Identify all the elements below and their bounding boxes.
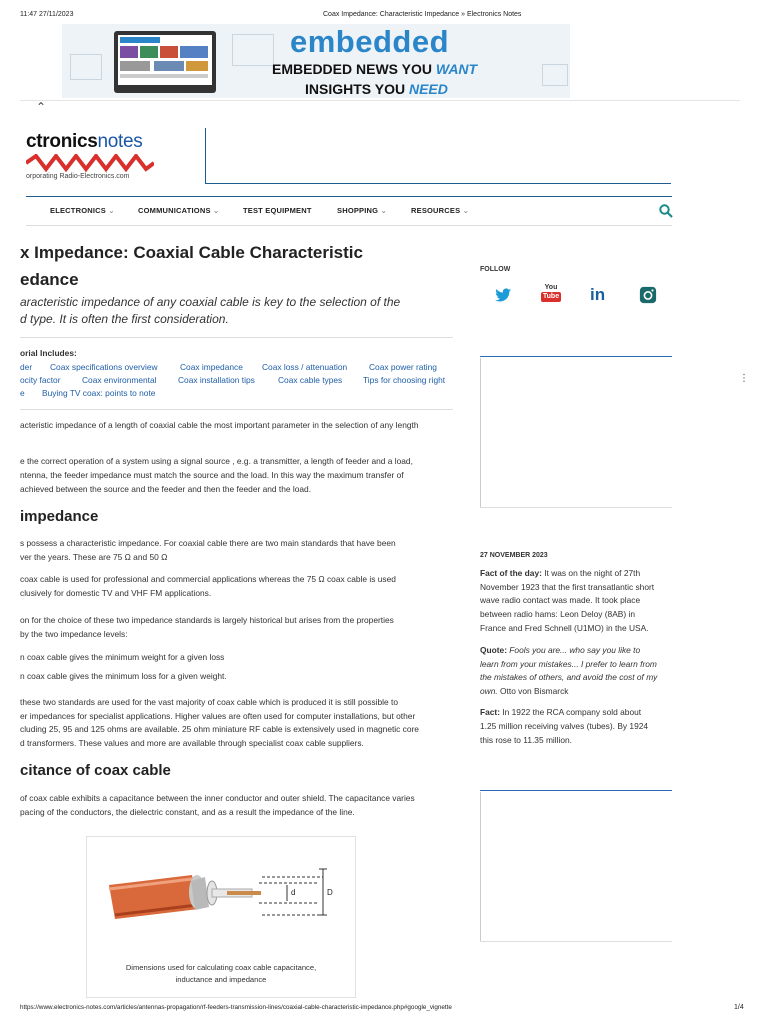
- fact2-line: 1.25 million receiving valves (tubes). By 1924: [480, 721, 649, 731]
- figure-caption: Dimensions used for calculating coax cable capacitance,: [125, 963, 317, 972]
- youtube-icon[interactable]: You Tube: [542, 284, 560, 300]
- chevron-down-icon: ⌄: [108, 206, 115, 215]
- paragraph-line: ntenna, the feeder impedance must match the source and the load. In this way the maximum transfer of: [20, 470, 404, 480]
- page-number: 1/4: [734, 1004, 744, 1011]
- banner-line1: EMBEDDED NEWS YOU WANT: [272, 61, 478, 77]
- label-inner-diameter: d: [291, 888, 296, 897]
- linkedin-icon[interactable]: in: [590, 285, 606, 304]
- paragraph-line: achieved between the source and the feeder and then the feeder and the load.: [20, 484, 312, 494]
- sidebar-rule: [480, 941, 672, 942]
- tutorial-link[interactable]: e: [20, 388, 25, 398]
- tutorial-label: orial Includes:: [20, 348, 77, 358]
- paragraph-line: e the correct operation of a system using a signal source , e.g. a transmitter, a length of feeder and a load,: [20, 456, 413, 466]
- tutorial-link[interactable]: Buying TV coax: points to note: [42, 388, 156, 398]
- tutorial-link[interactable]: Coax environmental: [82, 375, 157, 385]
- coax-cable-diagram: [87, 837, 355, 963]
- tutorial-link[interactable]: Coax cable types: [278, 375, 343, 385]
- paragraph-line: er impedances for specialist applications. Higher values are often used for computer installations, but other: [20, 711, 416, 721]
- divider: [20, 337, 453, 338]
- sidebar-ad-slot: [480, 358, 481, 508]
- bullet-item: n coax cable gives the minimum loss for a given weight.: [20, 671, 227, 681]
- follow-label: FOLLOW: [480, 266, 511, 273]
- nav-communications[interactable]: COMMUNICATIONS ⌄: [138, 206, 220, 215]
- quote-line: the mistakes of others, and avoid the cost of my: [480, 672, 658, 682]
- circuit-decoration: [232, 34, 274, 66]
- header-rule: [205, 183, 671, 184]
- main-nav: [26, 196, 672, 226]
- nav-electronics[interactable]: ELECTRONICS ⌄: [50, 206, 115, 215]
- embedded-banner-ad[interactable]: [62, 24, 570, 98]
- tutorial-link[interactable]: der: [20, 362, 33, 372]
- date-heading: 27 NOVEMBER 2023: [480, 552, 548, 559]
- logo-wave-icon: [26, 154, 154, 172]
- quote-line: Quote: Fools you are... who say you like to: [480, 645, 641, 655]
- circuit-decoration: [542, 64, 568, 86]
- search-icon[interactable]: [659, 204, 673, 218]
- chevron-down-icon: ⌄: [462, 206, 470, 215]
- section-heading-impedance: impedance: [20, 508, 99, 525]
- fact-line: November 1923 that the first transatlantic short: [480, 582, 655, 592]
- coax-figure: [86, 836, 356, 998]
- print-title: Coax Impedance: Characteristic Impedance » Electronics Notes: [323, 11, 522, 18]
- footer-url: https://www.electronics-notes.com/articles/antennas-propagation/rf-feeders-transmission-lines/coaxial-cable-characteristic-impedance.php#google_vignette: [20, 1004, 452, 1011]
- tutorial-link[interactable]: ocity factor: [20, 375, 61, 385]
- collapse-chevron-icon[interactable]: ⌃: [36, 100, 47, 114]
- fact-line: between radio hams: Leon Deloy (8AB) in: [480, 609, 636, 619]
- paragraph-line: d transformers. These values and more are available through specialist coax cable suppliers.: [20, 738, 364, 748]
- fact2-line: Fact: In 1922 the RCA company sold about: [480, 707, 642, 717]
- page-subtitle: aracteristic impedance of any coaxial cable is key to the selection of the: [20, 295, 401, 309]
- section-heading-capacitance: citance of coax cable: [20, 762, 171, 779]
- twitter-icon[interactable]: [494, 286, 512, 304]
- divider: [20, 409, 453, 410]
- more-icon[interactable]: ⋮: [739, 373, 749, 384]
- fact-line: wave radio contact was made. It took place: [480, 595, 641, 605]
- label-outer-diameter: D: [327, 888, 333, 897]
- sidebar-ad-slot: [480, 792, 481, 942]
- site-logo[interactable]: ctronicsnotes: [26, 131, 143, 152]
- print-datetime: 11:47 27/11/2023: [20, 11, 74, 18]
- laptop-image: [114, 31, 216, 93]
- tutorial-link[interactable]: Coax loss / attenuation: [262, 362, 348, 372]
- header-divider: [205, 128, 206, 184]
- tutorial-link[interactable]: Coax specifications overview: [50, 362, 158, 372]
- bullet-item: n coax cable gives the minimum weight for a given loss: [20, 652, 225, 662]
- sidebar-rule: [480, 507, 672, 508]
- chevron-down-icon: ⌄: [380, 206, 387, 215]
- banner-brand: embedded: [290, 24, 450, 59]
- circuit-decoration: [70, 54, 102, 80]
- paragraph-line: of coax cable exhibits a capacitance between the inner conductor and outer shield. The capacitance varies: [20, 793, 415, 803]
- banner-divider: [20, 100, 740, 101]
- nav-shopping[interactable]: SHOPPING ⌄: [337, 206, 387, 215]
- figure-caption-line2: inductance and impedance: [175, 975, 267, 984]
- paragraph-line: these two standards are used for the vast majority of coax cable which is produced it is still possible to: [20, 697, 398, 707]
- paragraph-line: by the two impedance levels:: [20, 629, 128, 639]
- quote-line: own. Otto von Bismarck: [480, 686, 569, 696]
- fact2-line: this rose to 11.35 million.: [480, 735, 573, 745]
- page-title-line2: edance: [20, 270, 79, 289]
- tutorial-link[interactable]: Coax installation tips: [178, 375, 255, 385]
- tutorial-link[interactable]: Tips for choosing right: [363, 375, 446, 385]
- page-subtitle-line2: d type. It is often the first consideration.: [20, 312, 229, 326]
- paragraph-line: coax cable is used for professional and commercial applications whereas the 75 Ω coax cable is used: [20, 574, 396, 584]
- paragraph-line: on for the choice of these two impedance standards is largely historical but arises from the properties: [20, 615, 394, 625]
- logo-subtitle: orporating Radio-Electronics.com: [26, 173, 130, 180]
- quote-line: learn from your mistakes... I prefer to learn from: [480, 659, 657, 669]
- sidebar-rule: [480, 356, 672, 357]
- paragraph-line: clusively for domestic TV and VHF FM applications.: [20, 588, 212, 598]
- intro-paragraph: acteristic impedance of a length of coaxial cable the most important parameter in the selection of any length: [20, 420, 419, 430]
- instagram-icon[interactable]: [639, 286, 657, 304]
- sidebar-rule: [480, 790, 672, 791]
- nav-resources[interactable]: RESOURCES ⌄: [411, 206, 470, 215]
- paragraph-line: s possess a characteristic impedance. For coaxial cable there are two main standards that have been: [20, 538, 396, 548]
- chevron-down-icon: ⌄: [212, 206, 220, 215]
- page-title: x Impedance: Coaxial Cable Characteristic: [20, 243, 363, 262]
- nav-test-equipment[interactable]: TEST EQUIPMENT: [243, 206, 312, 215]
- fact-line: Fact of the day: It was on the night of 27th: [480, 568, 641, 578]
- tutorial-link[interactable]: Coax impedance: [180, 362, 243, 372]
- paragraph-line: pacing of the conductors, the dielectric constant, and as a result the impedance of the line.: [20, 807, 355, 817]
- fact-line: France and Fred Schnell (U1MO) in the USA.: [480, 623, 649, 633]
- paragraph-line: cluding 25, 95 and 125 ohms are available. 25 ohm miniature RF cable is extensively used in magnetic core: [20, 724, 419, 734]
- paragraph-line: ver the years. These are 75 Ω and 50 Ω: [20, 552, 168, 562]
- banner-line2: INSIGHTS YOU NEED: [305, 81, 448, 97]
- tutorial-link[interactable]: Coax power rating: [369, 362, 437, 372]
